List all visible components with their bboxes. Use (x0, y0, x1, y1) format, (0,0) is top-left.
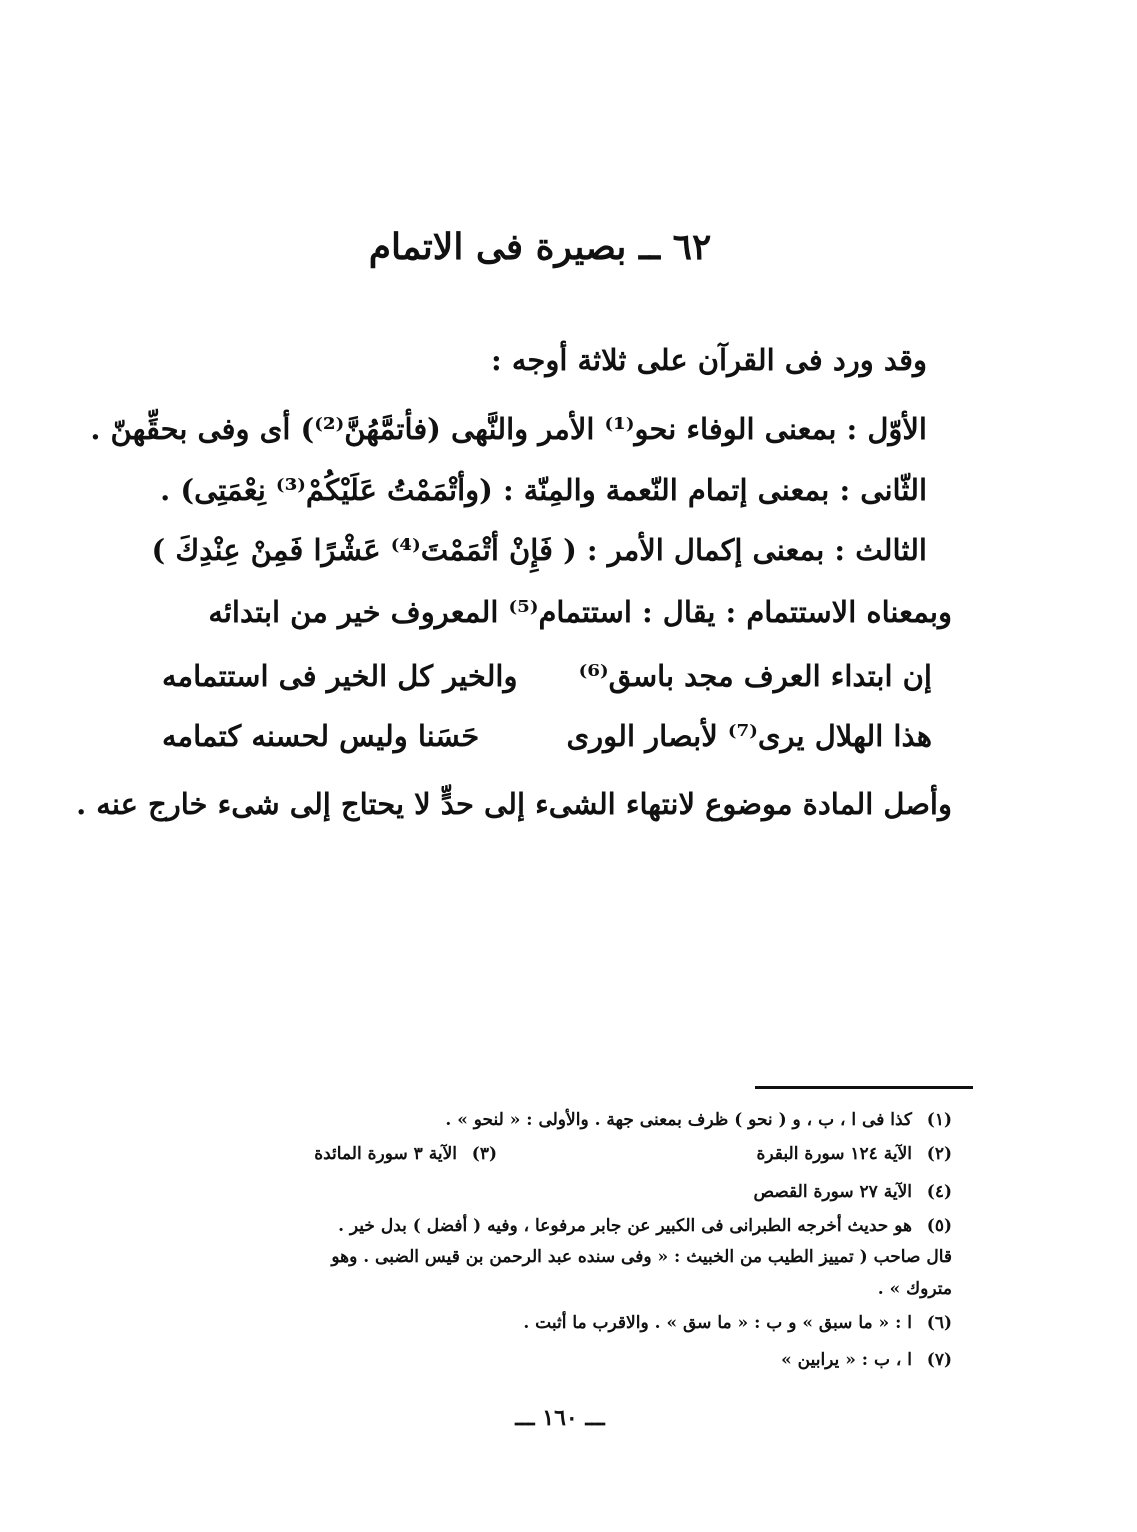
footnote-number: (٢) (926, 1144, 952, 1164)
footnote-number: (٦) (926, 1313, 952, 1333)
footnote-text: ا : « ما سبق » و ب : « ما سق » . والاقرب ما أثبت . (523, 1313, 912, 1333)
footnote-separator (755, 1086, 973, 1089)
footnote-4 (753, 1178, 952, 1206)
footnote-text: الآية ٢٧ سورة القصص (753, 1182, 912, 1202)
footnote-5-continuation-2 (878, 1275, 952, 1303)
verse-1-second-hemistich: والخير كل الخير فى استتمامه (162, 659, 518, 693)
verse-1-first-hemistich: إن ابتداء العرف مجد باسق⁽⁶⁾ (578, 659, 932, 693)
section-title: ٦٢ ــ بصيرة فى الاتمام (368, 226, 712, 268)
footnote-6 (523, 1309, 952, 1337)
body-line-third-meaning: الثالث : بمعنى إكمال الأمر : ( فَإِنْ أتْمَمْتَ⁽⁴⁾ عَشْرًا فَمِنْ عِنْدِكَ ) (151, 533, 927, 567)
poem-verse-1 (162, 652, 932, 700)
body-line-istitmam: وبمعناه الاستتمام : يقال : استتمام⁽⁵⁾ المعروف خير من ابتدائه (208, 595, 952, 629)
body-line-root-meaning: وأصل المادة موضوع لانتهاء الشىء إلى حدٍّ لا يحتاج إلى شىء خارج عنه . (76, 787, 952, 821)
footnote-text: الآية ١٢٤ سورة البقرة (756, 1144, 912, 1164)
body-line-intro: وقد ورد فى القرآن على ثلاثة أوجه : (491, 343, 927, 377)
footnote-number: (٧) (926, 1350, 952, 1370)
verse-2-second-hemistich: حَسَنا وليس لحسنه كتمامه (162, 719, 480, 753)
body-line-second-meaning: الثّانى : بمعنى إتمام النّعمة والمِنّة : (وأتْمَمْتُ عَلَيْكُمْ⁽³⁾ نِعْمَتِى) . (160, 473, 927, 507)
footnote-text: الآية ٣ سورة المائدة (314, 1144, 457, 1164)
footnote-7 (781, 1346, 952, 1374)
footnote-text: هو حديث أخرجه الطبرانى فى الكبير عن جابر مرفوعا ، وفيه ( أفضل ) بدل خير . (338, 1216, 912, 1236)
footnote-5 (338, 1212, 952, 1240)
footnote-1 (445, 1106, 952, 1134)
footnote-text: قال صاحب ( تمييز الطيب من الخبيث : « وفى سنده عبد الرحمن بن قيس الضبى . وهو (331, 1247, 952, 1267)
footnote-text: متروك » . (877, 1279, 952, 1299)
footnote-number: (٥) (926, 1216, 952, 1236)
poem-verse-2 (162, 712, 932, 760)
footnote-2 (757, 1140, 953, 1168)
footnote-number: (٣) (471, 1144, 497, 1164)
footnote-3 (314, 1140, 497, 1168)
footnote-text: ا ، ب : « يرابين » (781, 1350, 912, 1370)
verse-2-first-hemistich: هذا الهلال يرى⁽⁷⁾ لأبصار الورى (566, 719, 932, 753)
body-line-first-meaning: الأوّل : بمعنى الوفاء نحو⁽¹⁾ الأمر والنَّهى (فأتمَّهُنَّ⁽²⁾) أى وفى بحقِّهنّ . (90, 412, 927, 446)
footnote-5-continuation-1 (331, 1243, 952, 1271)
footnote-text: كذا فى ا ، ب ، و ( نحو ) ظرف بمعنى جهة . والأولى : « لنحو » . (445, 1110, 912, 1130)
footnote-number: (٤) (926, 1182, 952, 1202)
page-number: ـــ ١٦٠ ـــ (515, 1405, 605, 1431)
footnote-number: (١) (926, 1110, 952, 1130)
